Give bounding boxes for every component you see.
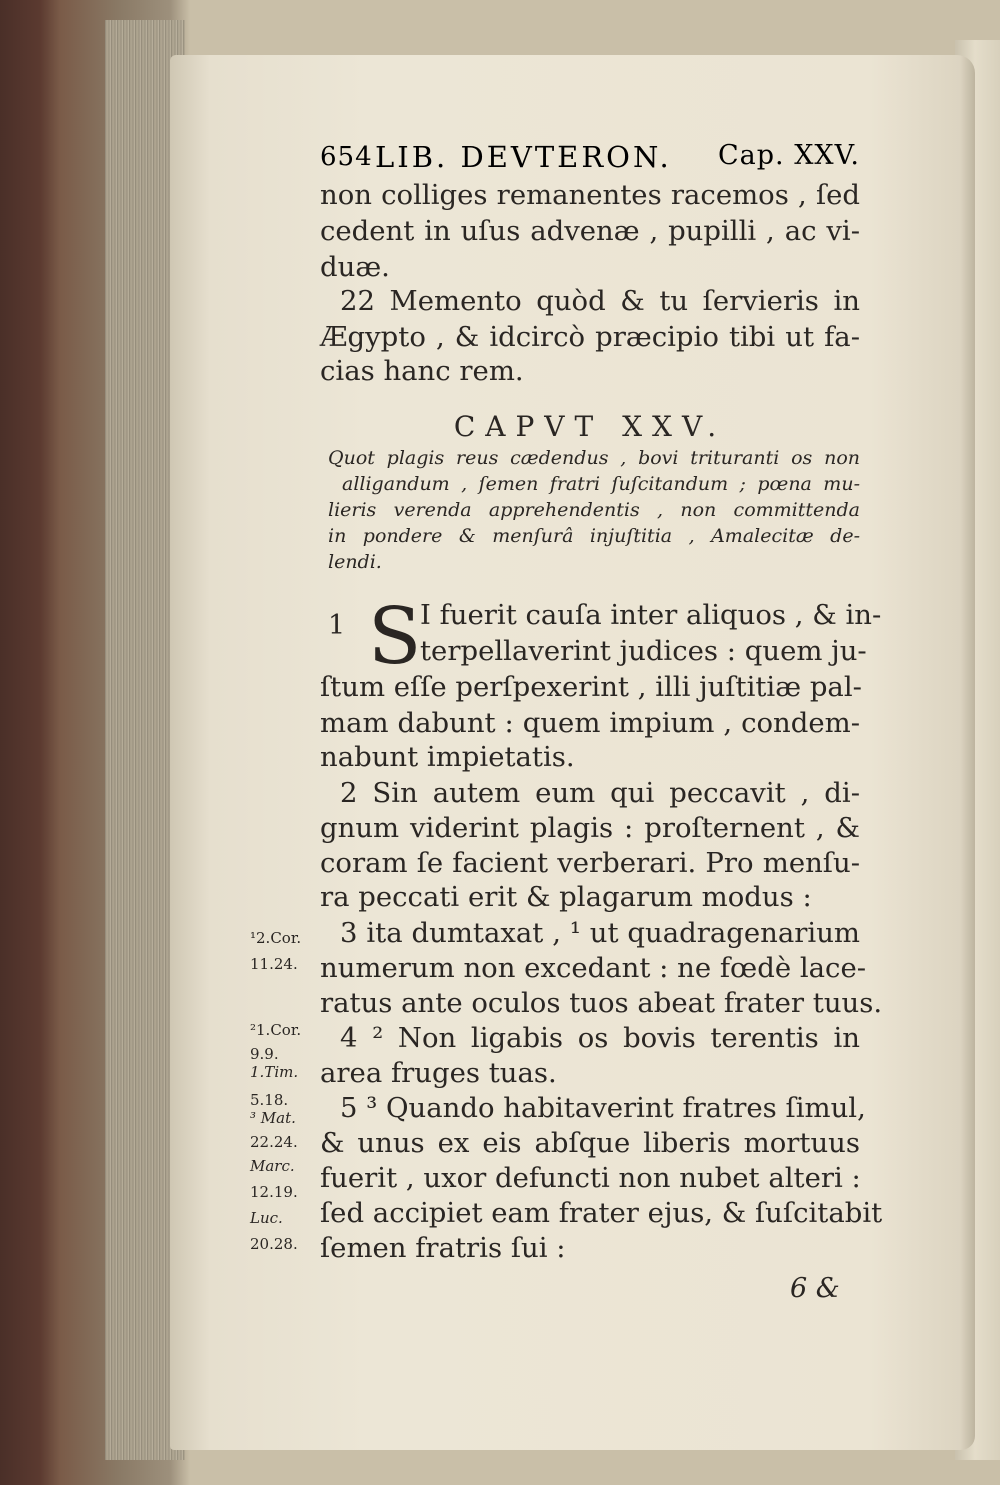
text-line: cias hanc rem. xyxy=(320,355,524,387)
text-line: Ægypto , & idcircò præcipio tibi ut fa- xyxy=(320,321,860,353)
margin-note: 11.24. xyxy=(250,955,298,973)
margin-note: 22.24. xyxy=(250,1133,298,1151)
margin-note: 5.18. xyxy=(250,1091,289,1109)
margin-note: 1.Tim. xyxy=(250,1063,299,1081)
summary-line: alligandum , ſemen fratri ſuſcitandum ; pœna mu- xyxy=(342,473,860,495)
text-line: mam dabunt : quem impium , condem- xyxy=(320,707,860,739)
text-line: 5 ³ Quando habitaverint fratres ſimul, xyxy=(340,1092,866,1124)
margin-note: ¹2.Cor. xyxy=(250,929,302,947)
margin-note: Marc. xyxy=(250,1157,295,1175)
text-line: ratus ante oculos tuos abeat frater tuus. xyxy=(320,987,883,1019)
margin-note: ³ Mat. xyxy=(250,1109,296,1127)
text-line: 4 ² Non ligabis os bovis terentis in xyxy=(340,1022,860,1054)
text-line: area fruges tuas. xyxy=(320,1057,557,1089)
text-line: non colliges remanentes racemos , ſed xyxy=(320,179,860,211)
text-line: ra peccati erit & plagarum modus : xyxy=(320,881,812,913)
text-line: ſtum eſſe perſpexerint , illi juſtitiæ pal- xyxy=(320,671,862,703)
margin-note: 12.19. xyxy=(250,1183,298,1201)
text-line: duæ. xyxy=(320,251,390,283)
text-line: 2 Sin autem eum qui peccavit , di- xyxy=(340,777,860,809)
text-line: 3 ita dumtaxat , ¹ ut quadragenarium xyxy=(340,917,860,949)
summary-line: lieris verenda apprehendentis , non committenda xyxy=(328,499,860,521)
page-number: 654 xyxy=(320,142,373,172)
catchword: 6 & xyxy=(790,1273,840,1304)
margin-note: Luc. xyxy=(250,1209,283,1227)
text-line: ſemen fratris ſui : xyxy=(320,1232,566,1264)
text-line: nabunt impietatis. xyxy=(320,741,575,773)
text-line: 22 Memento quòd & tu ſervieris in xyxy=(340,285,860,317)
drop-capital: S xyxy=(368,592,422,682)
text-line: cedent in uſus advenæ , pupilli , ac vi- xyxy=(320,215,860,247)
text-line: I fuerit cauſa inter aliquos , & in- xyxy=(420,599,882,631)
text-line: & unus ex eis abſque liberis mortuus xyxy=(320,1127,860,1159)
chapter-label: Cap. XXV. xyxy=(717,140,860,171)
chapter-summary xyxy=(328,445,860,575)
margin-note: 9.9. xyxy=(250,1045,279,1063)
running-head xyxy=(320,140,860,176)
text-line: coram ſe facient verberari. Pro menſu- xyxy=(320,847,860,879)
text-line: terpellaverint judices : quem ju- xyxy=(420,635,867,667)
summary-line: in pondere & menſurâ injuſtitia , Amalecitæ de- xyxy=(328,525,860,547)
verse-number: 1 xyxy=(328,610,346,641)
summary-line: lendi. xyxy=(328,551,382,573)
chapter-heading: CAPVT XXV. xyxy=(453,410,727,443)
text-line: gnum viderint plagis : proſternent , & xyxy=(320,812,860,844)
margin-note: 20.28. xyxy=(250,1235,298,1253)
book-title: LIB. DEVTERON. xyxy=(375,140,672,174)
summary-line: Quot plagis reus cædendus , bovi trituranti os non xyxy=(328,447,860,469)
text-line: ſed accipiet eam frater ejus, & ſuſcitabit xyxy=(320,1197,883,1229)
text-line: fuerit , uxor defuncti non nubet alteri : xyxy=(320,1162,861,1194)
text-line: numerum non excedant : ne fœdè lace- xyxy=(320,952,867,984)
margin-note: ²1.Cor. xyxy=(250,1021,302,1039)
